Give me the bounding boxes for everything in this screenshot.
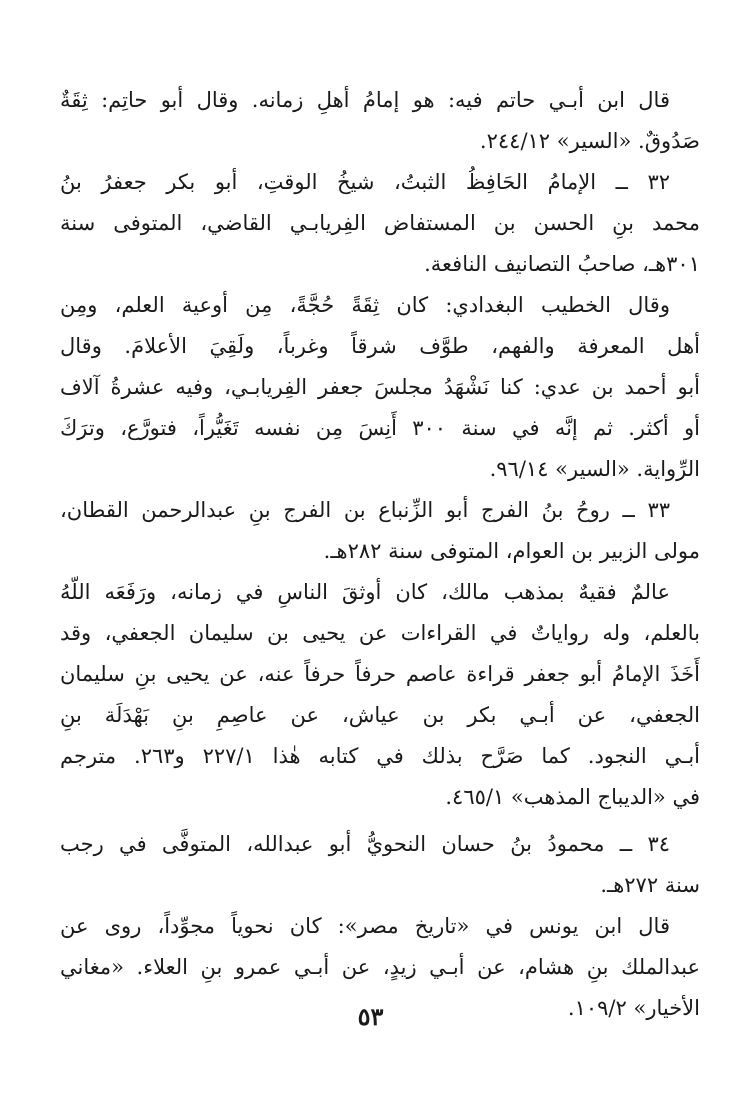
text-line: مولى الزبير بن العوام، المتوفى سنة ٢٨٢هـ. — [323, 539, 700, 563]
entry-heading-32: ٣٢ ــ الإمامُ الحَافِظُ الثبتُ، شيخُ الوقتِ، أبو بكر جعفرُ بنُ — [60, 170, 670, 194]
text-line: أهل المعرفة والفهم، طوَّف شرقاً وغرباً، ولَقِيَ الأعلامَ. وقال — [60, 334, 700, 358]
text-line: قال ابن يونس في «تاريخ مصر»: كان نحوياً مجوِّداً، روى عن — [60, 914, 670, 938]
text-line: الأخيار» ١٠٩/٢. — [567, 996, 700, 1020]
text-line: أبـي النجود. كما صَرَّح بذلك في كتابه هٰذا ٢٢٧/١ و٢٦٣. مترجم — [60, 744, 700, 768]
text-line: محمد بنِ الحسن بن المستفاض الفِريابـي القاضي، المتوفى سنة — [60, 211, 700, 235]
text-line: قال ابن أبـي حاتم فيه: هو إمامُ أهلِ زمانه. وقال أبو حاتِم: ثِقَةٌ — [60, 88, 670, 112]
text-line: سنة ٢٧٢هـ. — [600, 873, 700, 897]
text-line: وقال الخطيب البغدادي: كان ثِقَةً حُجَّةً، مِن أوعية العلم، ومِن — [60, 293, 670, 317]
text-line: صَدُوقٌ. «السير» ٢٤٤/١٢. — [479, 129, 700, 153]
page-body — [60, 80, 700, 1029]
text-line: عبدالملك بنِ هشام، عن أبـي زيدٍ، عن أبـي عمرو بنِ العلاء. «مغاني — [60, 955, 700, 979]
text-line: عالمٌ فقيهٌ بمذهب مالك، كان أوثقَ الناسِ في زمانه، ورَفَعَه اللّهُ — [60, 580, 670, 604]
text-line: الجعفي، عن أبـي بكر بن عياش، عن عاصِمِ بنِ بَهْدَلَة بنِ — [60, 703, 700, 727]
entry-heading-33: ٣٣ ــ روحُ بنُ الفرج أبو الزِّنباع بن الفرج بنِ عبدالرحمن القطان، — [60, 498, 670, 522]
text-line: ٣٠١هـ، صاحبُ التصانيف النافعة. — [424, 252, 700, 276]
page-number: ٥٣ — [357, 1002, 384, 1031]
text-line: أبو أحمد بن عدي: كنا نَشْهَدُ مجلسَ جعفر الفِريابـي، وفيه عشرةُ آلاف — [60, 375, 700, 399]
text-line: أَخَذَ الإمامُ أبو جعفر قراءة عاصم حرفاً حرفاً عنه، عن يحيى بنِ سليمان — [60, 662, 700, 686]
entry-heading-34: ٣٤ ــ محمودُ بنُ حسان النحويُّ أبو عبدالله، المتوفَّى في رجب — [60, 832, 670, 856]
text-line: في «الديباج المذهب» ٤٦٥/١. — [445, 785, 700, 809]
text-line: أو أكثر. ثم إنَّه في سنة ٣٠٠ أَنِسَ مِن نفسه تَغَيُّراً، فتورَّع، وترَكَ — [60, 416, 700, 440]
text-line: بالعلم، وله رواياتٌ في القراءات عن يحيى بن سليمان الجعفي، وقد — [60, 621, 700, 645]
text-line: الرِّواية. «السير» ٩٦/١٤. — [489, 457, 700, 481]
